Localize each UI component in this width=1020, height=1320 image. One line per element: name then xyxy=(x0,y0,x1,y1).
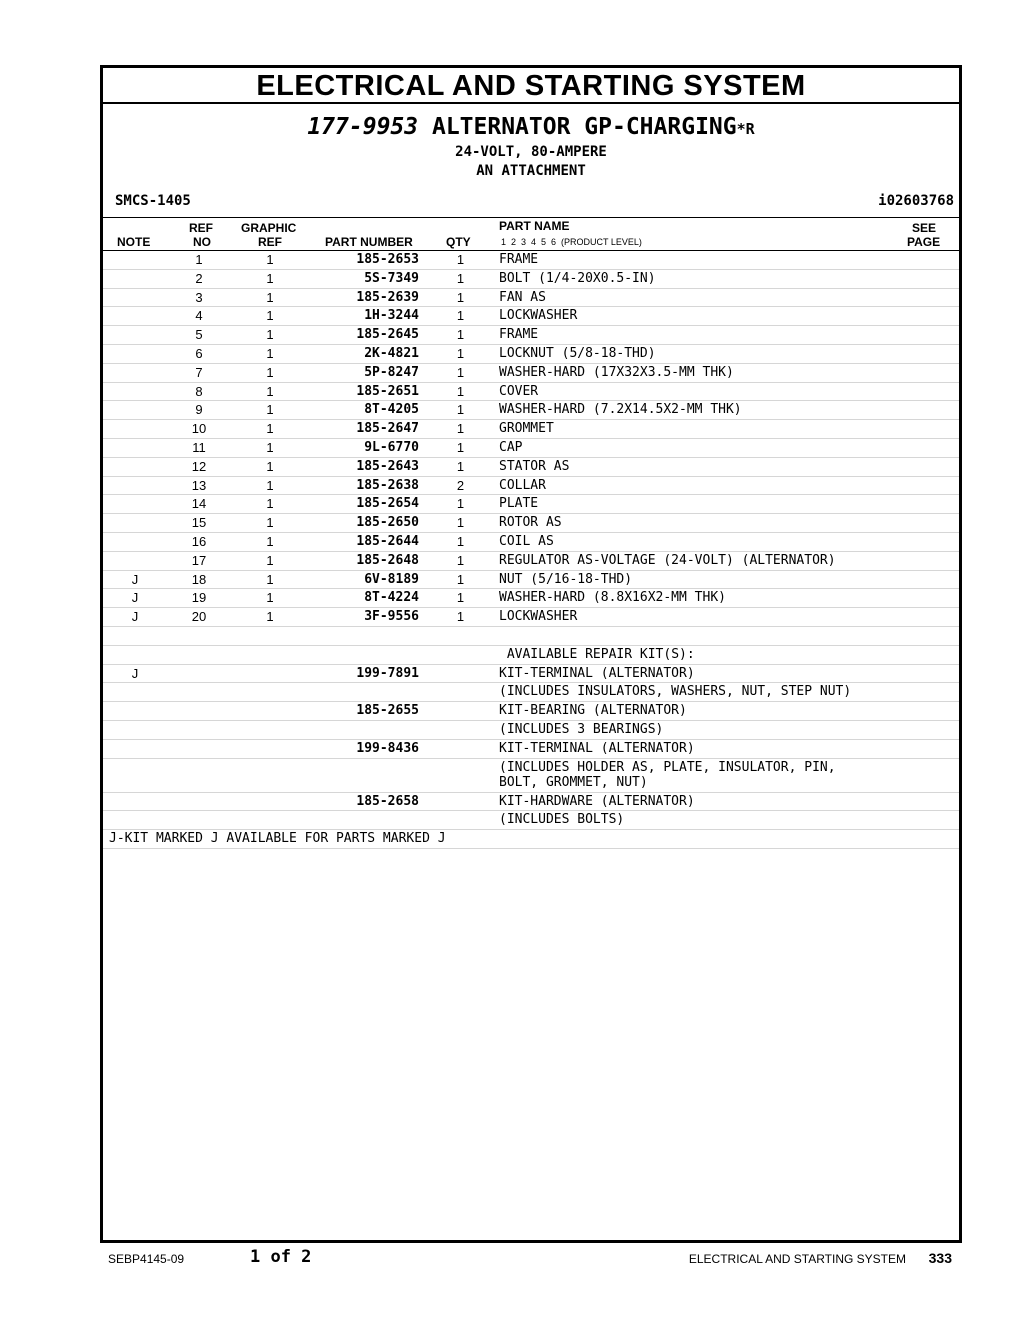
table-row xyxy=(103,665,959,684)
graphic-ref-cell: 1 xyxy=(266,345,274,361)
column-header xyxy=(103,218,959,251)
ref-no-cell: 17 xyxy=(191,552,207,568)
col-product-levels: 1 2 3 4 5 6 (PRODUCT LEVEL) xyxy=(501,237,642,247)
subtitle-attachment: AN ATTACHMENT xyxy=(476,163,586,179)
table-row xyxy=(103,552,959,571)
ref-no-cell: 7 xyxy=(195,364,203,380)
qty-cell: 1 xyxy=(456,533,465,549)
table-row xyxy=(103,477,959,496)
col-part-name: PART NAME xyxy=(499,219,570,233)
part-name-cell: WASHER-HARD (8.8X16X2-MM THK) xyxy=(499,590,726,606)
table-row xyxy=(103,251,959,270)
part-number-cell: 185-2651 xyxy=(356,383,419,399)
ref-no-cell: 14 xyxy=(191,496,207,512)
footer-page-number: 333 xyxy=(928,1250,952,1266)
page-title: ELECTRICAL AND STARTING SYSTEM xyxy=(103,68,959,104)
table-row xyxy=(103,533,959,552)
smcs-code: SMCS-1405 xyxy=(115,193,191,209)
part-name-cell: COIL AS xyxy=(499,533,554,549)
table-row xyxy=(103,420,959,439)
qty-cell: 1 xyxy=(456,439,465,455)
table-row xyxy=(103,307,959,326)
part-name-cell: FAN AS xyxy=(499,289,546,305)
ref-no-cell: 18 xyxy=(191,571,207,587)
part-name-cell: ROTOR AS xyxy=(499,515,562,531)
part-number-cell: 1H-3244 xyxy=(364,308,419,324)
graphic-ref-cell: 1 xyxy=(266,402,274,418)
qty-cell: 1 xyxy=(456,421,465,437)
qty-cell: 1 xyxy=(456,458,465,474)
graphic-ref-cell: 1 xyxy=(266,533,274,549)
footer-section: ELECTRICAL AND STARTING SYSTEM xyxy=(688,1252,906,1266)
graphic-ref-cell: 1 xyxy=(266,552,274,568)
ref-no-cell: 4 xyxy=(195,308,203,324)
table-row xyxy=(103,345,959,364)
qty-cell: 1 xyxy=(456,270,465,286)
note-cell: J xyxy=(131,609,139,625)
table-row xyxy=(103,401,959,420)
part-name-cell: STATOR AS xyxy=(499,458,570,474)
ref-no-cell: 8 xyxy=(195,383,203,399)
qty-cell: 1 xyxy=(456,402,465,418)
ref-no-cell: 3 xyxy=(195,289,203,305)
group-number: 177-9953 xyxy=(307,114,419,140)
part-name-cell: WASHER-HARD (17X32X3.5-MM THK) xyxy=(499,364,734,380)
qty-cell: 1 xyxy=(456,364,465,380)
qty-cell: 1 xyxy=(456,289,465,305)
part-number-cell: 9L-6770 xyxy=(364,439,419,455)
graphic-ref-cell: 1 xyxy=(266,571,274,587)
part-number-cell: 185-2648 xyxy=(356,552,419,568)
part-number-cell: 5P-8247 xyxy=(364,364,419,380)
graphic-ref-cell: 1 xyxy=(266,327,274,343)
graphic-ref-cell: 1 xyxy=(266,477,274,493)
graphic-ref-cell: 1 xyxy=(266,590,274,606)
group-title xyxy=(103,113,959,143)
part-number-cell: 185-2644 xyxy=(356,533,419,549)
part-name-cell: (INCLUDES HOLDER AS, PLATE, INSULATOR, PIN, BOLT, GROMMET, NUT) xyxy=(499,759,836,791)
table-row xyxy=(103,589,959,608)
ref-no-cell: 6 xyxy=(195,345,203,361)
ref-no-cell: 9 xyxy=(195,402,203,418)
qty-cell: 2 xyxy=(456,477,465,493)
graphic-ref-cell: 1 xyxy=(266,252,274,267)
part-name-cell: KIT-HARDWARE (ALTERNATOR) xyxy=(499,793,695,809)
graphic-ref-cell: 1 xyxy=(266,308,274,324)
graphic-ref-cell: 1 xyxy=(266,383,274,399)
table-row xyxy=(103,571,959,590)
part-number-cell: 185-2638 xyxy=(356,477,419,493)
table-row xyxy=(103,514,959,533)
table-row xyxy=(103,627,959,646)
part-name-cell: FRAME xyxy=(499,252,539,267)
graphic-ref-cell: 1 xyxy=(266,439,274,455)
table-row xyxy=(103,702,959,721)
document-id: i02603768 xyxy=(878,193,954,209)
parts-table-body xyxy=(103,251,959,830)
part-name-cell: (INCLUDES BOLTS) xyxy=(499,812,625,828)
col-qty: QTY xyxy=(446,235,471,249)
part-name-cell: NUT (5/16-18-THD) xyxy=(499,571,633,587)
footer-doc-code: SEBP4145-09 xyxy=(108,1252,185,1266)
part-number-cell: 185-2647 xyxy=(356,421,419,437)
qty-cell: 1 xyxy=(456,383,465,399)
part-number-cell: 199-8436 xyxy=(356,740,419,756)
table-row xyxy=(103,439,959,458)
col-note: NOTE xyxy=(117,235,151,249)
page-frame xyxy=(100,65,962,1243)
qty-cell: 1 xyxy=(456,609,465,625)
note-cell: J xyxy=(131,590,139,606)
group-suffix: *R xyxy=(736,120,755,138)
footer-page-of: 1 of 2 xyxy=(250,1247,312,1267)
qty-cell: 1 xyxy=(456,327,465,343)
part-number-cell: 185-2639 xyxy=(356,289,419,305)
part-number-cell: 5S-7349 xyxy=(364,270,419,286)
qty-cell: 1 xyxy=(456,252,465,267)
graphic-ref-cell: 1 xyxy=(266,609,274,625)
table-row xyxy=(103,270,959,289)
part-name-cell: PLATE xyxy=(499,496,539,512)
qty-cell: 1 xyxy=(456,308,465,324)
table-row xyxy=(103,458,959,477)
ref-no-cell: 19 xyxy=(191,590,207,606)
part-number-cell: 185-2650 xyxy=(356,515,419,531)
table-row xyxy=(103,383,959,402)
table-row xyxy=(103,495,959,514)
part-name-cell: BOLT (1/4-20X0.5-IN) xyxy=(499,270,656,286)
part-name-cell: FRAME xyxy=(499,327,539,343)
ref-no-cell: 20 xyxy=(191,609,207,625)
ref-no-cell: 5 xyxy=(195,327,203,343)
part-number-cell: 6V-8189 xyxy=(364,571,419,587)
ref-no-cell: 10 xyxy=(191,421,207,437)
table-row xyxy=(103,683,959,702)
col-ref-top: REF xyxy=(189,221,213,235)
table-row xyxy=(103,646,959,665)
subtitle-voltage: 24-VOLT, 80-AMPERE xyxy=(455,144,607,160)
part-name-cell: LOCKWASHER xyxy=(499,609,578,625)
table-row xyxy=(103,364,959,383)
part-name-cell: (INCLUDES 3 BEARINGS) xyxy=(499,721,664,737)
col-graphic-top: GRAPHIC xyxy=(241,221,297,235)
graphic-ref-cell: 1 xyxy=(266,496,274,512)
col-see-top: SEE xyxy=(912,221,937,235)
footnote-row xyxy=(103,830,959,849)
part-number-cell: 185-2653 xyxy=(356,252,419,267)
graphic-ref-cell: 1 xyxy=(266,515,274,531)
table-row xyxy=(103,759,959,793)
col-see-bottom: PAGE xyxy=(907,235,941,249)
part-name-cell: COVER xyxy=(499,383,539,399)
note-cell: J xyxy=(131,665,139,681)
col-ref-bottom: NO xyxy=(193,235,211,249)
qty-cell: 1 xyxy=(456,590,465,606)
ref-no-cell: 1 xyxy=(195,252,203,267)
part-number-cell: 185-2645 xyxy=(356,327,419,343)
part-number-cell: 185-2658 xyxy=(356,793,419,809)
part-name-cell: GROMMET xyxy=(499,421,554,437)
ref-no-cell: 15 xyxy=(191,515,207,531)
part-number-cell: 3F-9556 xyxy=(364,609,419,625)
part-number-cell: 8T-4224 xyxy=(364,590,419,606)
graphic-ref-cell: 1 xyxy=(266,458,274,474)
part-name-cell: COLLAR xyxy=(499,477,546,493)
table-row xyxy=(103,793,959,812)
graphic-ref-cell: 1 xyxy=(266,270,274,286)
ref-no-cell: 16 xyxy=(191,533,207,549)
part-number-cell: 2K-4821 xyxy=(364,345,419,361)
qty-cell: 1 xyxy=(456,345,465,361)
part-name-cell: CAP xyxy=(499,439,523,455)
ref-no-cell: 11 xyxy=(192,439,206,455)
graphic-ref-cell: 1 xyxy=(266,289,274,305)
part-number-cell: 185-2643 xyxy=(356,458,419,474)
group-header xyxy=(103,113,959,218)
part-number-cell: 8T-4205 xyxy=(364,402,419,418)
part-name-cell: (INCLUDES INSULATORS, WASHERS, NUT, STEP NUT) xyxy=(499,684,852,700)
graphic-ref-cell: 1 xyxy=(266,421,274,437)
note-cell: J xyxy=(131,571,139,587)
ref-no-cell: 13 xyxy=(191,477,207,493)
part-number-cell: 185-2655 xyxy=(356,703,419,719)
table-row xyxy=(103,608,959,627)
qty-cell: 1 xyxy=(456,515,465,531)
footnote: J-KIT MARKED J AVAILABLE FOR PARTS MARKED J xyxy=(109,831,446,847)
part-name-cell: KIT-TERMINAL (ALTERNATOR) xyxy=(499,665,695,681)
col-part-number: PART NUMBER xyxy=(325,235,413,249)
table-row xyxy=(103,740,959,759)
col-graphic-bottom: REF xyxy=(258,235,282,249)
part-name-cell: KIT-BEARING (ALTERNATOR) xyxy=(499,703,687,719)
table-row xyxy=(103,811,959,830)
ref-no-cell: 2 xyxy=(195,270,203,286)
part-number-cell: 185-2654 xyxy=(356,496,419,512)
qty-cell: 1 xyxy=(456,571,465,587)
part-name-cell: AVAILABLE REPAIR KIT(S): xyxy=(499,646,695,662)
table-row xyxy=(103,289,959,308)
part-name-cell: WASHER-HARD (7.2X14.5X2-MM THK) xyxy=(499,402,742,418)
qty-cell: 1 xyxy=(456,496,465,512)
part-number-cell: 199-7891 xyxy=(356,665,419,681)
ref-no-cell: 12 xyxy=(191,458,207,474)
part-name-cell: LOCKWASHER xyxy=(499,308,578,324)
part-name-cell: REGULATOR AS-VOLTAGE (24-VOLT) (ALTERNATOR) xyxy=(499,552,836,568)
qty-cell: 1 xyxy=(456,552,465,568)
graphic-ref-cell: 1 xyxy=(266,364,274,380)
table-row xyxy=(103,721,959,740)
part-name-cell: KIT-TERMINAL (ALTERNATOR) xyxy=(499,740,695,756)
table-row xyxy=(103,326,959,345)
group-name: ALTERNATOR GP-CHARGING xyxy=(431,114,737,140)
part-name-cell: LOCKNUT (5/8-18-THD) xyxy=(499,345,656,361)
